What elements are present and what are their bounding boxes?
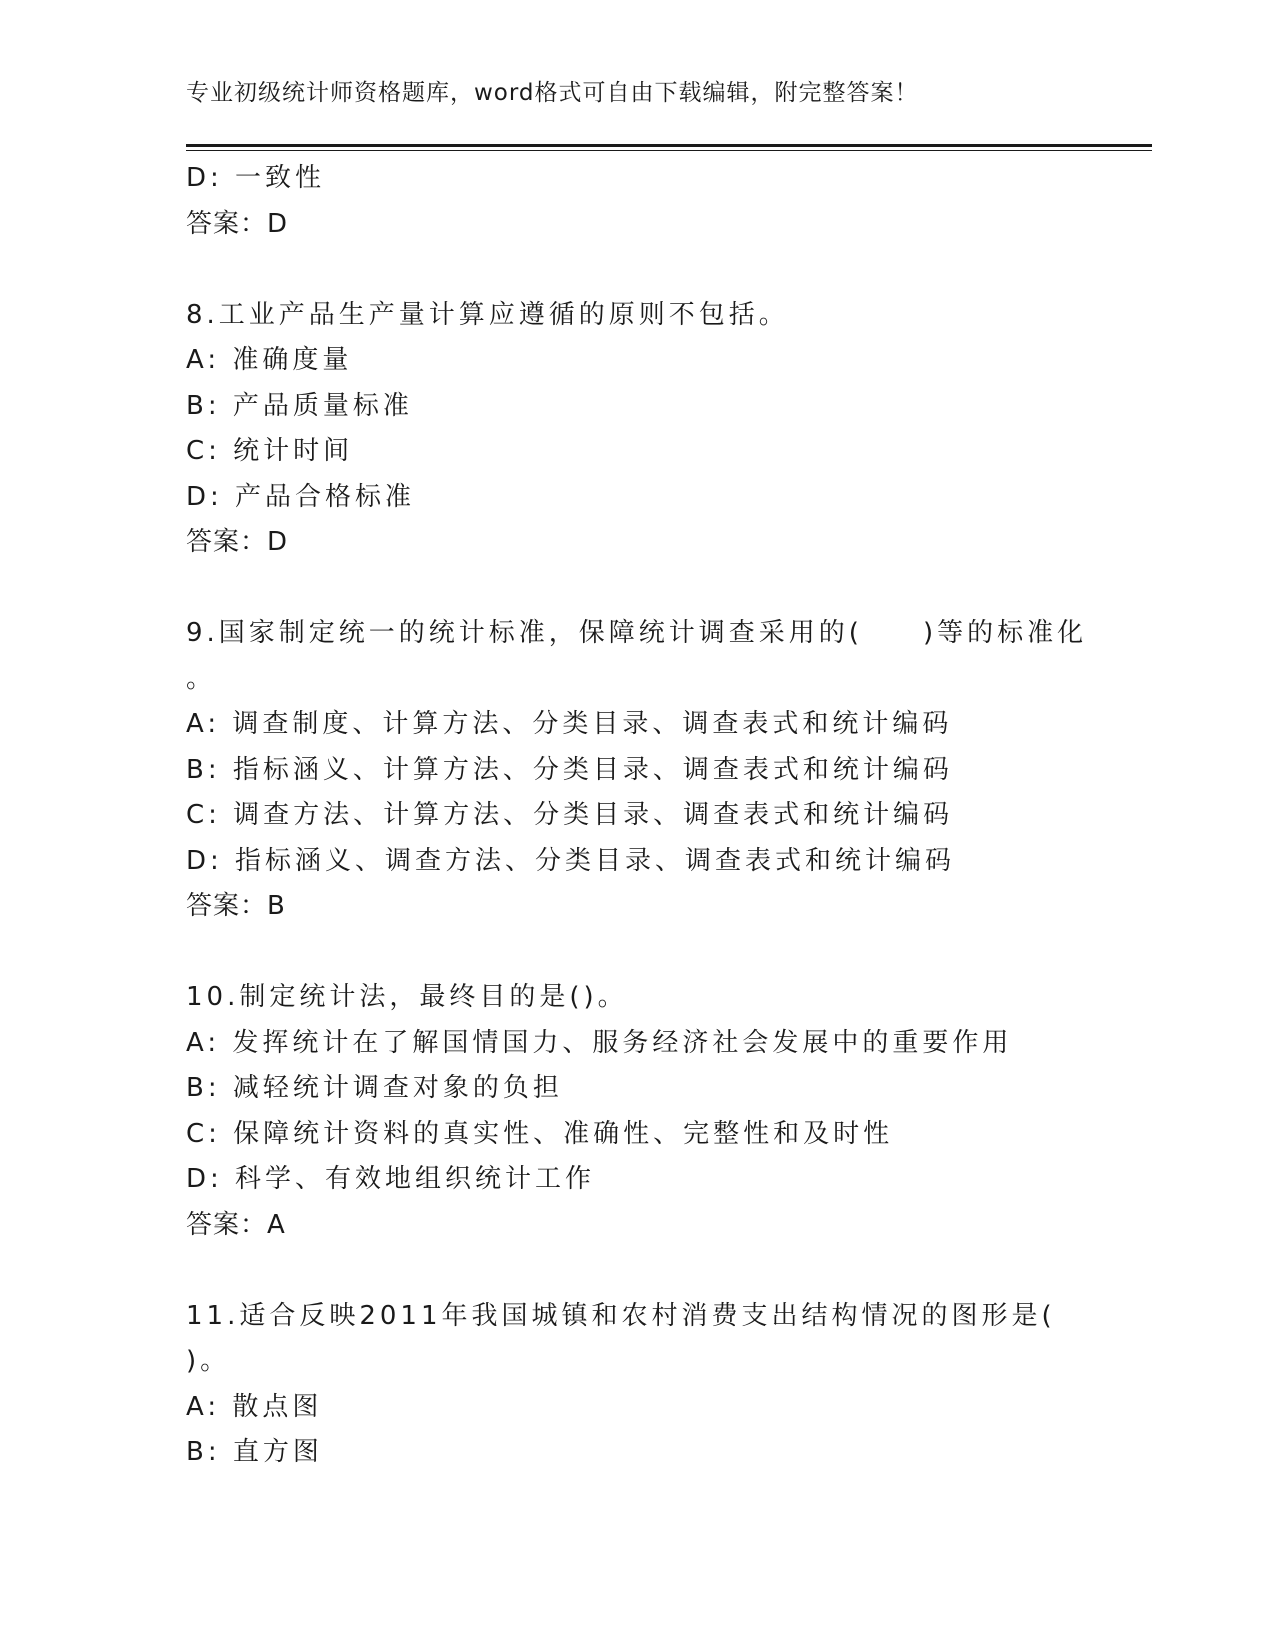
q8-answer: 答案：D (186, 527, 289, 557)
header-rule-thick (186, 144, 1152, 147)
q9-question-line1: 9.国家制定统一的统计标准，保障统计调查采用的( )等的标准化 (186, 618, 1088, 648)
q10-option-c: C: 保障统计资料的真实性、准确性、完整性和及时性 (186, 1118, 894, 1149)
q11-question-line1: 11.适合反映2011年我国城镇和农村消费支出结构情况的图形是( (186, 1300, 1056, 1331)
page-header: 专业初级统计师资格题库，word格式可自由下载编辑，附完整答案！ (186, 80, 919, 106)
q10-answer: 答案：A (186, 1209, 286, 1240)
prev-question-option-d: D: 一致性 (186, 163, 326, 193)
q9-option-c: C: 调查方法、计算方法、分类目录、调查表式和统计编码 (186, 800, 954, 830)
spacer (186, 930, 1086, 976)
q8-option-c: C: 统计时间 (186, 436, 354, 466)
spacer (186, 1248, 1086, 1294)
spacer (186, 566, 1086, 612)
q8-option-b: B: 产品质量标准 (186, 390, 413, 421)
spacer (186, 247, 1086, 293)
q9-question-line2: 。 (186, 663, 217, 694)
header-rule-thin (186, 150, 1152, 151)
q11-question-line2: )。 (186, 1346, 231, 1376)
q10-question: 10.制定统计法，最终目的是()。 (186, 982, 628, 1012)
q8-option-d: D: 产品合格标准 (186, 481, 416, 512)
q10-option-b: B: 减轻统计调查对象的负担 (186, 1073, 563, 1103)
prev-question-answer: 答案：D (186, 208, 289, 239)
q11-option-b: B: 直方图 (186, 1437, 323, 1467)
q9-option-d: D: 指标涵义、调查方法、分类目录、调查表式和统计编码 (186, 845, 956, 876)
q9-answer: 答案：B (186, 891, 286, 921)
question-content (186, 156, 1086, 1476)
q11-option-a: A: 散点图 (186, 1391, 323, 1422)
q8-option-a: A: 准确度量 (186, 345, 353, 375)
q9-option-a: A: 调查制度、计算方法、分类目录、调查表式和统计编码 (186, 709, 953, 739)
q10-option-a: A: 发挥统计在了解国情国力、服务经济社会发展中的重要作用 (186, 1027, 1013, 1058)
q8-question: 8.工业产品生产量计算应遵循的原则不包括。 (186, 299, 789, 330)
q9-option-b: B: 指标涵义、计算方法、分类目录、调查表式和统计编码 (186, 754, 953, 785)
q10-option-d: D: 科学、有效地组织统计工作 (186, 1164, 596, 1194)
